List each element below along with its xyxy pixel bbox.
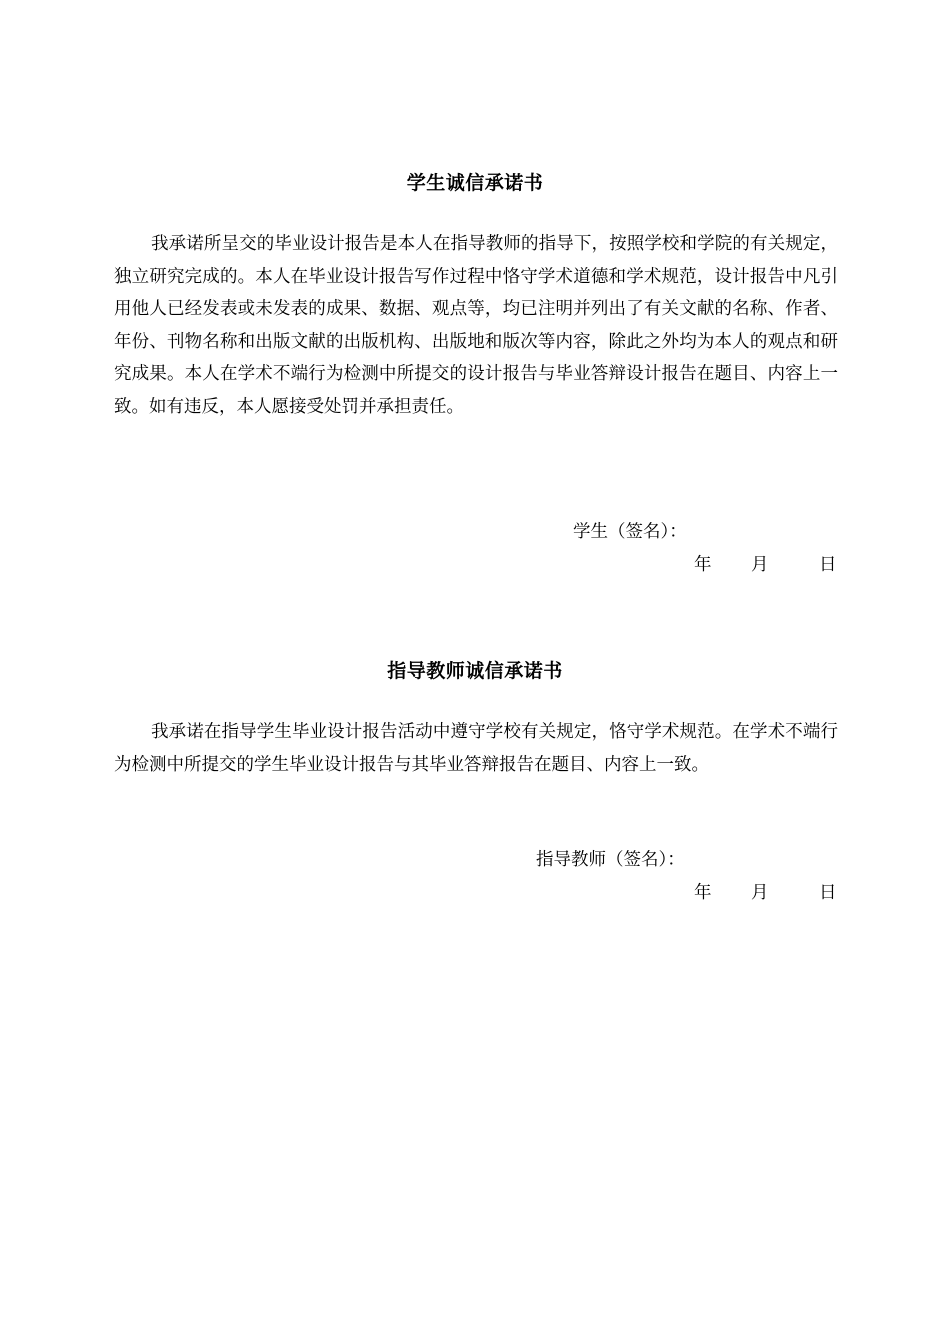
advisor-pledge-title: 指导教师诚信承诺书 bbox=[387, 660, 563, 682]
student-date-year: 年 bbox=[694, 555, 712, 575]
advisor-date-day: 日 bbox=[819, 883, 837, 903]
advisor-date-year: 年 bbox=[694, 883, 712, 903]
advisor-date-month: 月 bbox=[751, 883, 769, 903]
student-signature-label: 学生（签名）： bbox=[573, 522, 687, 542]
student-date-month: 月 bbox=[751, 555, 769, 575]
advisor-pledge-body: 我承诺在指导学生毕业设计报告活动中遵守学校有关规定，恪守学术规范。在学术不端行为检测中所提交的学生毕业设计报告与其毕业答辩报告在题目、内容上一致。 bbox=[114, 722, 838, 775]
student-pledge-title: 学生诚信承诺书 bbox=[406, 172, 544, 194]
student-pledge-body: 我承诺所呈交的毕业设计报告是本人在指导教师的指导下，按照学校和学院的有关规定，独立研究完成的。本人在毕业设计报告写作过程中恪守学术道德和学术规范，设计报告中凡引用他人已经发表或未发表的成果、数据、观点等，均已注明并列出了有关文献的名称、作者、年份、刊物名称和出版文献的出版机构、出版地和版次等内容，除此之外均为本人的观点和研究成果。本人在学术不端行为检测中所提交的设计报告与毕业答辩设计报告在题目、内容上一致。如有违反，本人愿接受处罚并承担责任。 bbox=[114, 234, 838, 417]
student-date-day: 日 bbox=[819, 555, 837, 575]
advisor-signature-label: 指导教师（签名）： bbox=[536, 850, 685, 870]
